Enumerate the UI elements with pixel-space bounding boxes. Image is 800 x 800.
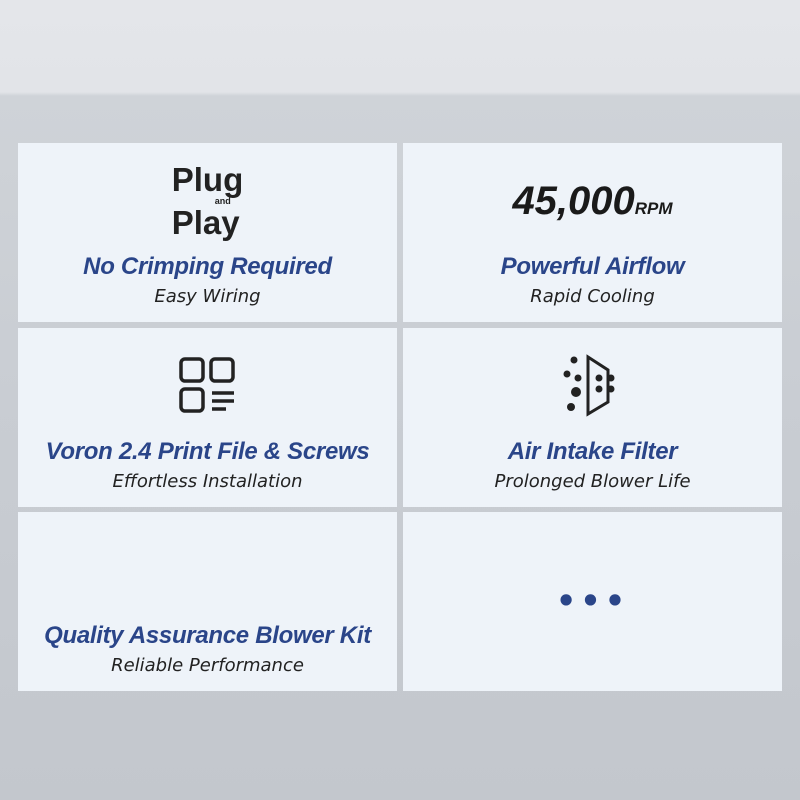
grid-list-icon — [18, 346, 397, 426]
feature-card-plug-and-play — [18, 143, 397, 322]
rpm-value: 45,000 — [512, 178, 635, 223]
feature-title: Quality Assurance Blower Kit — [44, 622, 371, 649]
feature-title: No Crimping Required — [83, 253, 332, 280]
air-filter-icon — [403, 346, 782, 426]
feature-subtitle: Reliable Performance — [111, 655, 304, 676]
feature-card-more — [403, 512, 782, 691]
feature-card-print-file — [18, 328, 397, 507]
logo-line-1: Plug — [171, 161, 244, 198]
rpm-unit: RPM — [634, 198, 673, 218]
logo-and: and — [214, 196, 231, 206]
feature-subtitle: Prolonged Blower Life — [494, 471, 691, 492]
rpm-badge — [403, 161, 782, 241]
more-dots-icon: ••• — [555, 582, 630, 620]
feature-title: Voron 2.4 Print File & Screws — [45, 438, 370, 465]
plug-and-play-icon — [18, 161, 397, 241]
logo-line-2: Play — [171, 204, 240, 241]
feature-title: Air Intake Filter — [507, 438, 678, 465]
feature-title: Powerful Airflow — [500, 253, 685, 280]
feature-subtitle: Rapid Cooling — [530, 286, 655, 307]
feature-card-filter — [403, 328, 782, 507]
feature-card-quality — [18, 512, 397, 691]
feature-subtitle: Easy Wiring — [154, 286, 261, 307]
feature-card-airflow — [403, 143, 782, 322]
feature-subtitle: Effortless Installation — [112, 471, 303, 492]
